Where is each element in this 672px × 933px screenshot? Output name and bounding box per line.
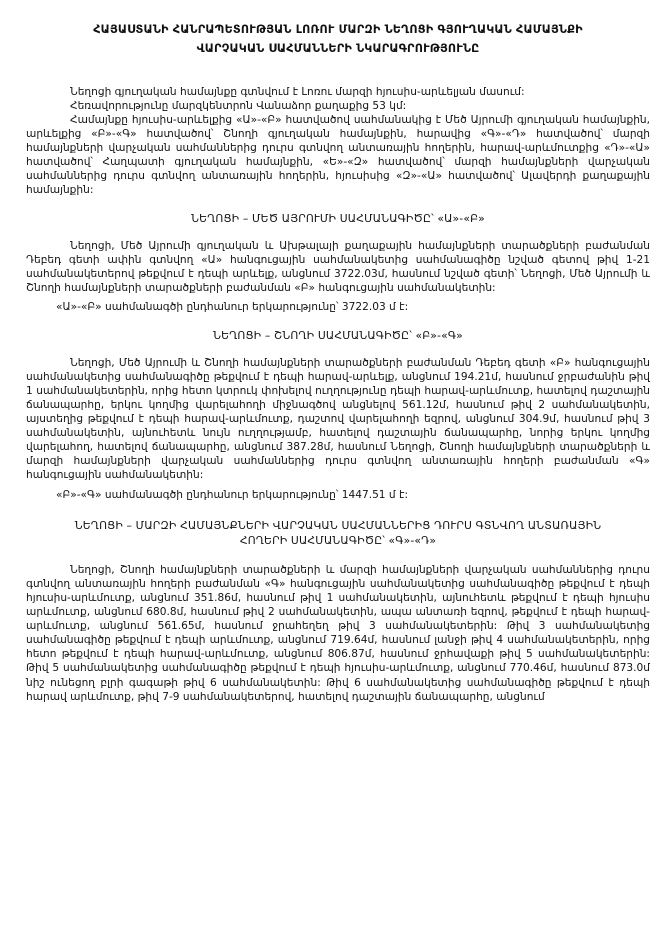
document-title-line-2: ՎԱՐՉԱԿԱՆ ՍԱՀՄԱՆՆԵՐԻ ՆԿԱՐԱԳՐՈՒԹՅՈՒՆԸ	[196, 42, 480, 56]
section-heading-g-d-line-2: ՀՈՂԵՐԻ ՍԱՀՄԱՆԱԳԻԾԸ՝ «Գ»-«Դ»	[239, 534, 437, 548]
section-heading-b-g: ՆԵՂՈՑԻ – ՇՆՈՂԻ ՍԱՀՄԱՆԱԳԻԾԸ՝ «Բ»-«Գ»	[213, 329, 463, 343]
section-paragraph-a-b: Նեղոցի, Մեծ Այրումի գյուղական և Ախթալայի քաղաքային համայնքների տարածքների բաժանման Դեբեդ գետի ափին գտնվող «Ա» հանգուցային սահմանակետից սահմանագիծը նշված գետով թիվ 1-21 սահմանակետերով թեքվում է դեպի արևելք, անցնում 3722.03մ, հասնում նշված գետի՝ Նեղոցի, Մեծ Այրումի և Շնողի համայնքների տարածքների բաժանման «Բ» հանգուցային սահմանակետին:	[26, 239, 650, 295]
intro-block	[26, 85, 650, 198]
section-heading-a-b: ՆԵՂՈՑԻ – ՄԵԾ ԱՅՐՈՒՄԻ ՍԱՀՄԱՆԱԳԻԾԸ՝ «Ա»-«Բ»	[191, 212, 485, 226]
section-paragraph-g-d: Նեղոցի, Շնողի համայնքների տարածքների և մարզի համայնքների վարչական սահմաններից դուրս գտնվող անտառային հողերի բաժանման «Գ» հանգուցային սահմանակետից սահմանագիծը թեքվում է դեպի հյուսիս-արևմուտք, անցնում 351.86մ, հասնում թիվ 1 սահմանակետին, այնուհետև թեքվում է դեպի հյուսիս արևմուտք, անցնում 680.8մ, հասնում թիվ 2 սահմանակետին, ապա անտառի եզրով, թեքվում է դեպի հարավ-արևմուտք, անցնում 561.65մ, հասնում ջրահեղեղ թիվ 3 սահմանակետերին: Թիվ 3 սահմանակետից սահմանագիծը թեքվում է դեպի արևմուտք, անցնում 719.64մ, հասնում լանջի թիվ 4 սահմանակետերին, որից հետո թեքվում է դեպի հարավ-արևմուտք, անցնում 806.87մ, հասնում ջրհավաքի թիվ 5 սահմանակետերին: Թիվ 5 սահմանակետից սահմանագիծը թեքվում է դեպի հյուսիս-արևմուտք, անցնում 770.46մ, հասնում 873.0մ նիշ ունեցող բլրի գագաթի թիվ 6 սահմանակետին: Թիվ 6 սահմանակետից սահմանագիծը թեքվում է դեպի հարավ արևմուտք, թիվ 7-9 սահմանակետերով, հատելով դաշտային ճանապարհը, անցնում	[26, 563, 650, 703]
document-title-line-1: ՀԱՅԱՍՏԱՆԻ ՀԱՆՐԱՊԵՏՈՒԹՅԱՆ ԼՈՌՈՒ ՄԱՐԶԻ ՆԵՂՈՑԻ ԳՅՈՒՂԱԿԱՆ ՀԱՄԱՅՆՔԻ	[93, 23, 583, 36]
title-spacer	[26, 59, 650, 85]
section-heading-g-d-line-1: ՆԵՂՈՑԻ – ՄԱՐԶԻ ՀԱՄԱՅՆՔՆԵՐԻ ՎԱՐՉԱԿԱՆ ՍԱՀՄԱՆՆԵՐԻՑ ԴՈՒՐՍ ԳՏՆՎՈՂ ԱՆՏԱՌԱՅԻՆ	[74, 518, 602, 532]
intro-paragraph-2: Հեռավորությունը մարզկենտրոն Վանաձոր քաղաքից 53 կմ:	[70, 99, 407, 112]
document-title	[34, 20, 642, 59]
section-length-b-g: «Բ»-«Գ» սահմանագծի ընդհանուր երկարությունը՝ 1447.51 մ է:	[56, 488, 409, 501]
section-paragraph-b-g: Նեղոցի, Մեծ Այրումի և Շնողի համայնքների տարածքների բաժանման Դեբեդ գետի «Բ» հանգուցային սահմանակետից սահմանագիծը թեքվում է դեպի հարավ-արևելք, անցնում 194.21մ, հասնում ջրբաժանին թիվ 1 սահմանակետերին, որից հետո կտրուկ փոխելով ուղղությունը դեպի հարավ-արևմուտք, հատելով դաշտային ճանապարհը, երկու կողմից վարելահողի միջնագծով անցնելով 561.12մ, հասնում թիվ 2 սահմանակետին, այստեղից թեքվում է դեպի հարավ-արևմուտք, դաշտով վարելահողի եզրով, անցնում 304.9մ, հասնում թիվ 3 սահմանակետին, այնուհետև նույն ուղղությամբ, հատելով դաշտային ճանապարհը, նորից երկու կողմից վարելահող, հատելով ճանապարհը, անցնում 387.28մ, հասնում Նեղոցի, Շնողի համայնքների տարածքների և մարզի համայնքների վարչական սահմաններից դուրս գտնվող անտառային հողերի բաժանման «Գ» հանգուցային սահմանակետին:	[26, 356, 650, 482]
section-heading-g-d	[26, 518, 650, 549]
intro-paragraph-1: Նեղոցի գյուղական համայնքը գտնվում է Լոռու մարզի հյուսիս-արևելյան մասում:	[70, 85, 525, 98]
intro-paragraph-3: Համայնքը հյուսիս-արևելքից «Ա»-«Բ» հատվածով սահմանակից է Մեծ Այրումի գյուղական համայնքին, արևելքից «Բ»-«Գ» հատվածով՝ Շնողի գյուղական համայնքին, հարավից «Գ»-«Դ» հատվածով՝ մարզի համայնքների վարչական սահմաններից դուրս գտնվող անտառային հողերին, հարավ-արևմուտքից «Դ»-«Ա» հատվածով՝ Հաղպատի գյուղական համայնքին, «Ե»-«Զ» հատվածով՝ մարզի համայնքների վարչական սահմաններից դուրս գտնվող անտառային հողերին, հյուսիսից «Զ»-«Ա» հատվածով՝ Ալավերդի քաղաքային համայնքին:	[26, 113, 650, 197]
section-length-a-b: «Ա»-«Բ» սահմանագծի ընդհանուր երկարությունը՝ 3722.03 մ է:	[56, 301, 409, 314]
